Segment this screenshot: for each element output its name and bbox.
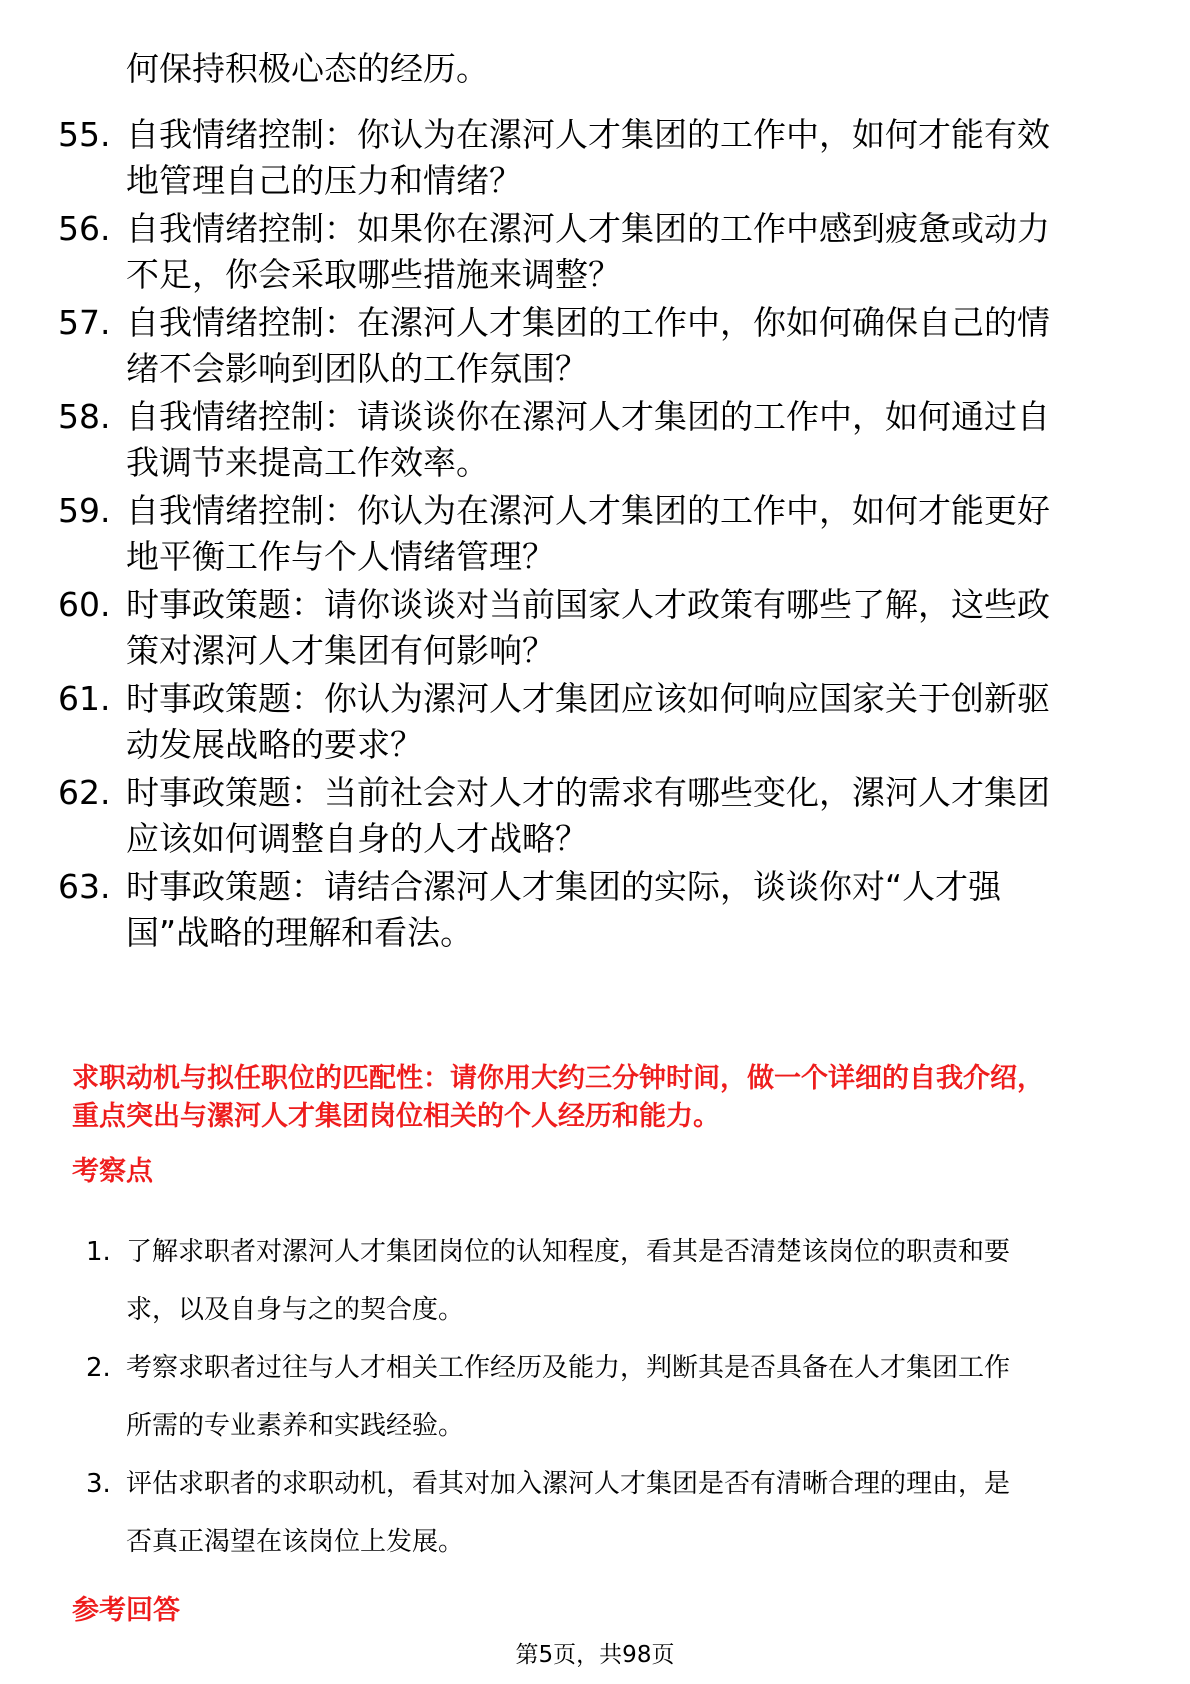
kaochadian-point-list (0, 1223, 1190, 1571)
highlight-question-line: 重点突出与漯河人才集团岗位相关的个人经历和能力。 (72, 1101, 720, 1132)
question-list (0, 112, 1190, 958)
question-line: 绪不会影响到团队的工作氛围？ (126, 349, 588, 388)
question-line: 不足，你会采取哪些措施来调整？ (126, 255, 621, 294)
point-line: 评估求职者的求职动机，看其对加入漯河人才集团是否有清晰合理的理由，是 (126, 1469, 1011, 1499)
question-line: 策对漯河人才集团有何影响？ (126, 631, 555, 670)
question-item (0, 770, 1190, 864)
page-footer: 第5页，共98页 (515, 1642, 675, 1668)
question-text (126, 112, 1106, 204)
question-line: 国”战略的理解和看法。 (126, 913, 474, 952)
question-line: 动发展战略的要求？ (126, 725, 423, 764)
kaochadian-point (0, 1455, 1190, 1571)
highlight-question (72, 1060, 1132, 1136)
highlight-question-line: 求职动机与拟任职位的匹配性：请你用大约三分钟时间，做一个详细的自我介绍， (72, 1063, 1044, 1094)
question-line: 时事政策题：当前社会对人才的需求有哪些变化，漯河人才集团 (126, 773, 1050, 812)
question-line: 我调节来提高工作效率。 (126, 443, 489, 482)
continuation-text: 何保持积极心态的经历。 (126, 49, 489, 88)
question-text (126, 300, 1106, 392)
kaochadian-heading: 考察点 (72, 1156, 153, 1187)
question-text (126, 488, 1106, 580)
question-text (126, 770, 1106, 862)
question-line: 时事政策题：请你谈谈对当前国家人才政策有哪些了解，这些政 (126, 585, 1050, 624)
question-item (0, 394, 1190, 488)
question-text (126, 582, 1106, 674)
question-line: 自我情绪控制：你认为在漯河人才集团的工作中，如何才能更好 (126, 491, 1050, 530)
question-item (0, 300, 1190, 394)
question-item (0, 582, 1190, 676)
kaochadian-point (0, 1339, 1190, 1455)
point-line: 了解求职者对漯河人才集团岗位的认知程度，看其是否清楚该岗位的职责和要 (126, 1237, 1011, 1267)
question-line: 自我情绪控制：在漯河人才集团的工作中，你如何确保自己的情 (126, 303, 1050, 342)
question-number: 63. (58, 867, 111, 906)
question-item (0, 864, 1190, 958)
point-line: 考察求职者过往与人才相关工作经历及能力，判断其是否具备在人才集团工作 (126, 1353, 1011, 1383)
point-text (126, 1455, 1126, 1571)
question-line: 自我情绪控制：如果你在漯河人才集团的工作中感到疲惫或动力 (126, 209, 1050, 248)
point-text (126, 1339, 1126, 1455)
question-number: 60. (58, 585, 111, 624)
question-number: 58. (58, 397, 111, 436)
question-number: 59. (58, 491, 111, 530)
question-item (0, 676, 1190, 770)
point-number: 1. (86, 1237, 111, 1267)
question-number: 62. (58, 773, 111, 812)
point-text (126, 1223, 1126, 1339)
question-text (126, 206, 1106, 298)
question-line: 地管理自己的压力和情绪？ (126, 161, 522, 200)
kaochadian-point (0, 1223, 1190, 1339)
cankao-heading: 参考回答 (72, 1595, 180, 1626)
point-line: 所需的专业素养和实践经验。 (126, 1411, 465, 1441)
question-line: 自我情绪控制：请谈谈你在漯河人才集团的工作中，如何通过自 (126, 397, 1050, 436)
question-number: 61. (58, 679, 111, 718)
question-line: 应该如何调整自身的人才战略？ (126, 819, 588, 858)
question-line: 地平衡工作与个人情绪管理？ (126, 537, 555, 576)
question-number: 55. (58, 115, 111, 154)
question-line: 自我情绪控制：你认为在漯河人才集团的工作中，如何才能有效 (126, 115, 1050, 154)
point-line: 求，以及自身与之的契合度。 (126, 1295, 465, 1325)
question-number: 57. (58, 303, 111, 342)
point-number: 2. (86, 1353, 111, 1383)
question-text (126, 676, 1106, 768)
question-line: 时事政策题：你认为漯河人才集团应该如何响应国家关于创新驱 (126, 679, 1050, 718)
question-text (126, 864, 1106, 956)
question-item (0, 488, 1190, 582)
question-item (0, 112, 1190, 206)
question-text (126, 394, 1106, 486)
point-number: 3. (86, 1469, 111, 1499)
question-line: 时事政策题：请结合漯河人才集团的实际，谈谈你对“人才强 (126, 867, 1002, 906)
point-line: 否真正渴望在该岗位上发展。 (126, 1527, 465, 1557)
question-number: 56. (58, 209, 111, 248)
question-item (0, 206, 1190, 300)
